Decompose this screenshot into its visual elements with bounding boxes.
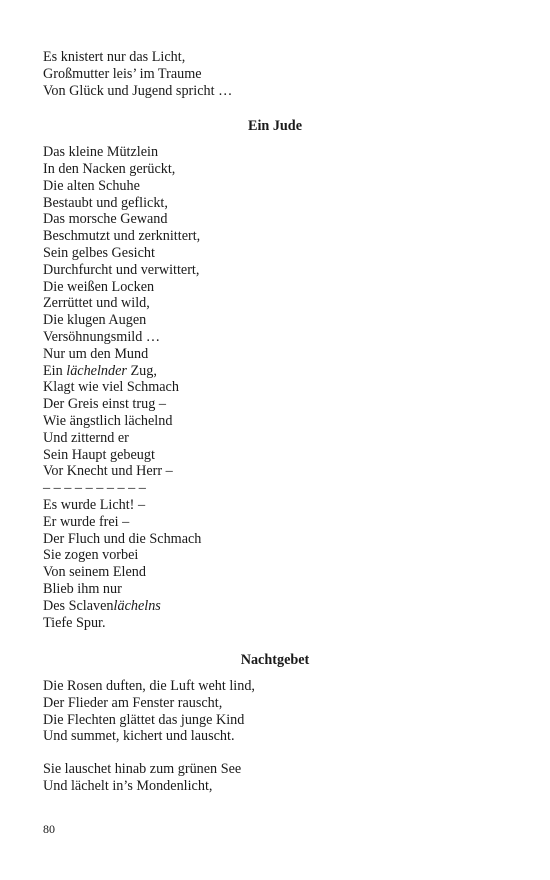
poem-line: Bestaubt und geflickt, (43, 194, 168, 211)
line-text: Ein (43, 362, 67, 379)
poem-line: Der Fluch und die Schmach (43, 530, 202, 547)
poem-line: Von seinem Elend (43, 564, 146, 581)
poem-line: Und summet, kichert und lauscht. (43, 728, 235, 745)
poem-line: Die klugen Augen (43, 312, 147, 329)
poem-nachtgebet-stanza-1 (43, 678, 507, 745)
poem-line: Wie ängstlich lächelnd (43, 412, 173, 429)
poem-line: Sie zogen vorbei (43, 547, 139, 564)
poem-line: Das kleine Mützlein (43, 144, 159, 161)
poem-line: Und lächelt in’s Mondenlicht, (43, 778, 213, 795)
poem-line: Klagt wie viel Schmach (43, 379, 179, 396)
poem-nachtgebet-stanza-2 (43, 761, 507, 795)
poem-title-nachtgebet: Nachtgebet (240, 652, 310, 669)
poem-line: Von Glück und Jugend spricht … (43, 82, 233, 99)
poem-line: Beschmutzt und zerknittert, (43, 228, 201, 245)
poem-line: Es knistert nur das Licht, (43, 49, 186, 65)
poem-line: Das morsche Gewand (43, 211, 168, 228)
poem-line: Sein Haupt gebeugt (43, 446, 155, 463)
poem-line: Er wurde frei – (43, 513, 130, 530)
book-page (43, 49, 507, 795)
poem-line: Der Flieder am Fenster rauscht, (43, 694, 223, 711)
poem-line: Die Rosen duften, die Luft weht lind, (43, 678, 255, 695)
poem-line: Die alten Schuhe (43, 177, 140, 194)
poem-line: Tiefe Spur. (43, 614, 106, 631)
poem-line (43, 598, 507, 615)
poem-line: Es wurde Licht! – (43, 496, 146, 513)
poem-line: – – – – – – – – – – (43, 480, 146, 497)
poem-line: Durchfurcht und verwittert, (43, 261, 200, 278)
poem-line: Blieb ihm nur (43, 580, 122, 597)
poem-line: Sie lauschet hinab zum grünen See (43, 761, 242, 778)
poem-line: Die weißen Locken (43, 278, 155, 295)
poem-line: In den Nacken gerückt, (43, 160, 176, 177)
poem-line: Und zitternd er (43, 429, 129, 446)
poem-line: Nur um den Mund (43, 345, 149, 362)
poem-line: Großmutter leis’ im Traume (43, 65, 202, 82)
poem-line (43, 363, 507, 380)
line-text: Zug, (126, 362, 157, 379)
line-text: Des Sclaven (43, 597, 114, 614)
line-emphasis: lächelnder (66, 362, 127, 379)
poem-line: Versöhnungsmild … (43, 328, 161, 345)
poem-line: Sein gelbes Gesicht (43, 244, 155, 261)
poem-ein-jude (43, 144, 507, 631)
poem-line: Die Flechten glättet das junge Kind (43, 711, 245, 728)
poem-line: Der Greis einst trug – (43, 396, 166, 413)
stanza-intro (43, 49, 507, 99)
poem-title-ein-jude: Ein Jude (247, 118, 302, 135)
poem-line: Zerrüttet und wild, (43, 295, 150, 312)
line-emphasis: lächelns (113, 597, 161, 614)
poem-line: Vor Knecht und Herr – (43, 463, 173, 480)
page-number: 80 (43, 822, 55, 836)
stanza-gap (43, 745, 507, 761)
